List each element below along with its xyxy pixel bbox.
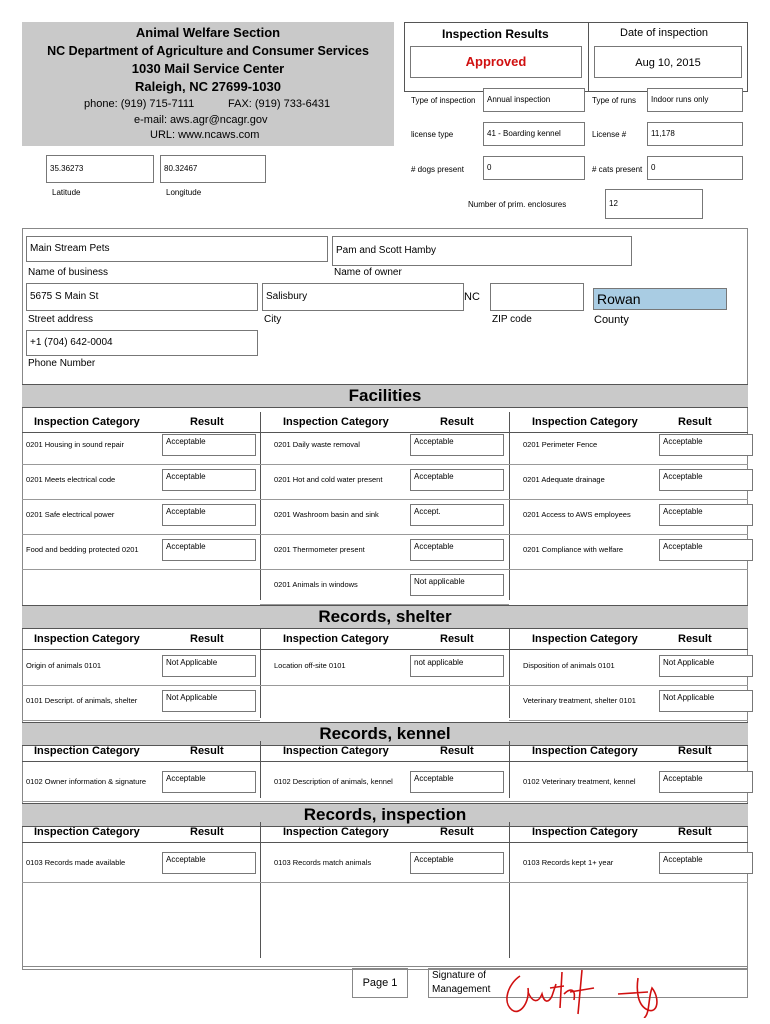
row-separator (22, 720, 260, 721)
column-separator (509, 822, 510, 958)
org-city: Raleigh, NC 27699-1030 (135, 79, 281, 94)
result-field[interactable]: Acceptable (410, 539, 504, 561)
longitude-label: Longitude (166, 188, 202, 197)
state-value: NC (464, 291, 480, 303)
column-separator (260, 629, 261, 718)
signature-label-line1: Signature of (432, 970, 486, 981)
category-header: Inspection Category (532, 745, 638, 757)
result-header: Result (678, 826, 712, 838)
date-label: Date of inspection (620, 27, 709, 39)
street-field[interactable]: 5675 S Main St (26, 283, 258, 311)
result-field[interactable]: Acceptable (659, 469, 753, 491)
result-header: Result (190, 416, 224, 428)
result-field[interactable]: Acceptable (162, 504, 256, 526)
result-header: Result (678, 633, 712, 645)
result-field[interactable]: Acceptable (162, 469, 256, 491)
org-phone: phone: (919) 715-7111 (84, 98, 195, 110)
row-separator (22, 534, 260, 535)
date-value-box[interactable] (594, 46, 742, 78)
row-separator (22, 882, 260, 883)
row-separator (260, 499, 509, 500)
county-field[interactable]: Rowan (593, 288, 727, 310)
org-header (22, 22, 394, 146)
row-separator (260, 534, 509, 535)
inspection-category: 0201 Hot and cold water present (274, 475, 383, 484)
header-underline (22, 761, 748, 762)
business-name-label: Name of business (28, 267, 109, 278)
result-header: Result (190, 745, 224, 757)
enclosures-field[interactable]: 12 (605, 189, 703, 219)
result-field[interactable]: Acceptable (410, 469, 504, 491)
results-value-box[interactable] (410, 46, 582, 78)
results-label: Inspection Results (442, 27, 549, 41)
inspection-category: 0201 Washroom basin and sink (274, 510, 379, 519)
row-separator (22, 685, 260, 686)
row-separator (22, 569, 260, 570)
row-separator (22, 499, 260, 500)
org-fax: FAX: (919) 733-6431 (228, 98, 331, 110)
org-mail-center: 1030 Mail Service Center (131, 61, 285, 76)
column-separator (509, 741, 510, 798)
license-number-label: License # (592, 130, 627, 139)
zip-field[interactable] (490, 283, 584, 311)
inspection-category: 0201 Safe electrical power (26, 510, 115, 519)
org-url: URL: www.ncaws.com (150, 129, 260, 141)
inspection-category: 0201 Animals in windows (274, 580, 358, 589)
category-header: Inspection Category (532, 416, 638, 428)
org-name: Animal Welfare Section (135, 25, 281, 40)
owner-name-label: Name of owner (334, 267, 402, 278)
inspection-category: 0201 Thermometer present (274, 545, 365, 554)
result-field[interactable]: Acceptable (659, 434, 753, 456)
column-separator (260, 822, 261, 958)
result-field[interactable]: Acceptable (162, 539, 256, 561)
category-header: Inspection Category (283, 826, 389, 838)
result-header: Result (678, 745, 712, 757)
inspection-category: 0201 Compliance with welfare (523, 545, 624, 554)
category-header: Inspection Category (532, 826, 638, 838)
shelter-section-bar: Records, shelter (22, 605, 748, 629)
cats-field[interactable]: 0 (647, 156, 743, 180)
result-field[interactable]: Not Applicable (659, 655, 753, 677)
result-field[interactable]: Not applicable (410, 574, 504, 596)
result-field[interactable]: Acceptable (162, 771, 256, 793)
inspection-category: 0201 Meets electrical code (26, 475, 116, 484)
inspection-records-section-bar: Records, inspection (22, 803, 748, 827)
row-separator (260, 464, 509, 465)
inspection-category: 0201 Daily waste removal (274, 440, 360, 449)
license-type-field[interactable]: 41 - Boarding kennel (483, 122, 585, 146)
org-email: e-mail: aws.agr@ncagr.gov (134, 114, 268, 126)
inspection-category: Location off-site 0101 (274, 661, 346, 670)
category-header: Inspection Category (283, 745, 389, 757)
result-field[interactable]: Acceptable (659, 539, 753, 561)
category-header: Inspection Category (34, 633, 140, 645)
inspection-category: Food and bedding protected 0201 (26, 545, 139, 554)
page-number: Page 1 (362, 977, 398, 989)
inspection-category: Veterinary treatment, shelter 0101 (523, 696, 636, 705)
kennel-section-bar: Records, kennel (22, 722, 748, 746)
city-label: City (264, 314, 282, 325)
column-separator (509, 412, 510, 600)
license-number-field[interactable]: 11,178 (647, 122, 743, 146)
result-header: Result (440, 633, 474, 645)
inspection-category: 0201 Access to AWS employees (523, 510, 631, 519)
row-separator (509, 882, 748, 883)
inspection-category: 0102 Owner information & signature (26, 777, 147, 786)
date-value: Aug 10, 2015 (635, 57, 701, 69)
latitude-label: Latitude (52, 188, 81, 197)
inspection-category: 0201 Housing in sound repair (26, 440, 124, 449)
inspection-category: Disposition of animals 0101 (523, 661, 615, 670)
inspection-type-field[interactable]: Annual inspection (483, 88, 585, 112)
row-separator (260, 569, 509, 570)
result-field[interactable]: Not Applicable (162, 690, 256, 712)
row-separator (509, 685, 748, 686)
result-field[interactable]: not applicable (410, 655, 504, 677)
column-separator (260, 741, 261, 798)
result-header: Result (190, 633, 224, 645)
result-field[interactable]: Acceptable (410, 771, 504, 793)
org-department: NC Department of Agriculture and Consumer Services (47, 44, 369, 58)
results-value: Approved (465, 54, 527, 69)
page-number-box (352, 968, 408, 998)
county-label: County (594, 314, 629, 326)
dogs-field[interactable]: 0 (483, 156, 585, 180)
row-separator (22, 801, 260, 802)
inspection-category: 0103 Records made available (26, 858, 126, 867)
row-separator (509, 720, 748, 721)
cats-label: # cats present (592, 165, 643, 174)
result-field[interactable]: Not Applicable (659, 690, 753, 712)
result-field[interactable]: Acceptable (162, 434, 256, 456)
signature-label-line2: Management (432, 984, 491, 995)
column-separator (260, 412, 261, 600)
results-divider (588, 22, 589, 92)
runs-field[interactable]: Indoor runs only (647, 88, 743, 112)
longitude-field[interactable]: 80.32467 (160, 155, 266, 183)
license-type-label: license type (411, 130, 454, 139)
header-underline (22, 432, 748, 433)
result-field[interactable]: Acceptable (162, 852, 256, 874)
row-separator (509, 534, 748, 535)
category-header: Inspection Category (283, 416, 389, 428)
dogs-label: # dogs present (411, 165, 464, 174)
signature-scribble (498, 958, 688, 1018)
inspection-category: 0201 Adequate drainage (523, 475, 605, 484)
inspection-category: 0101 Descript. of animals, shelter (26, 696, 138, 705)
header-underline (22, 649, 748, 650)
category-header: Inspection Category (34, 826, 140, 838)
result-field[interactable]: Accept. (410, 504, 504, 526)
inspection-category: 0103 Records match animals (274, 858, 372, 867)
row-separator (509, 569, 748, 570)
result-field[interactable]: Not Applicable (162, 655, 256, 677)
result-header: Result (678, 416, 712, 428)
business-name-field[interactable]: Main Stream Pets (26, 236, 328, 262)
result-field[interactable]: Acceptable (659, 852, 753, 874)
street-label: Street address (28, 314, 94, 325)
inspection-category: 0201 Perimeter Fence (523, 440, 598, 449)
enclosures-label: Number of prim. enclosures (468, 200, 567, 209)
inspection-category: 0103 Records kept 1+ year (523, 858, 614, 867)
zip-label: ZIP code (492, 314, 532, 325)
phone-label: Phone Number (28, 358, 96, 369)
row-separator (260, 882, 509, 883)
header-underline (22, 842, 748, 843)
category-header: Inspection Category (283, 633, 389, 645)
runs-label: Type of runs (592, 96, 637, 105)
row-separator (509, 801, 748, 802)
category-header: Inspection Category (34, 416, 140, 428)
row-separator (260, 801, 509, 802)
row-separator (22, 464, 260, 465)
phone-field[interactable]: +1 (704) 642-0004 (26, 330, 258, 356)
row-separator (509, 464, 748, 465)
result-field[interactable]: Acceptable (410, 434, 504, 456)
category-header: Inspection Category (34, 745, 140, 757)
result-field[interactable]: Acceptable (659, 771, 753, 793)
city-field[interactable]: Salisbury (262, 283, 464, 311)
result-header: Result (440, 826, 474, 838)
inspection-category: 0102 Veterinary treatment, kennel (523, 777, 636, 786)
inspection-category: 0102 Description of animals, kennel (274, 777, 393, 786)
inspection-type-label: Type of inspection (411, 96, 476, 105)
owner-name-field[interactable]: Pam and Scott Hamby (332, 236, 632, 266)
result-field[interactable]: Acceptable (659, 504, 753, 526)
result-header: Result (190, 826, 224, 838)
facilities-section-bar: Facilities (22, 384, 748, 408)
category-header: Inspection Category (532, 633, 638, 645)
row-separator (260, 685, 509, 686)
result-field[interactable]: Acceptable (410, 852, 504, 874)
row-separator (509, 499, 748, 500)
latitude-field[interactable]: 35.36273 (46, 155, 154, 183)
inspection-category: Origin of animals 0101 (26, 661, 102, 670)
result-header: Result (440, 416, 474, 428)
column-separator (509, 629, 510, 718)
result-header: Result (440, 745, 474, 757)
